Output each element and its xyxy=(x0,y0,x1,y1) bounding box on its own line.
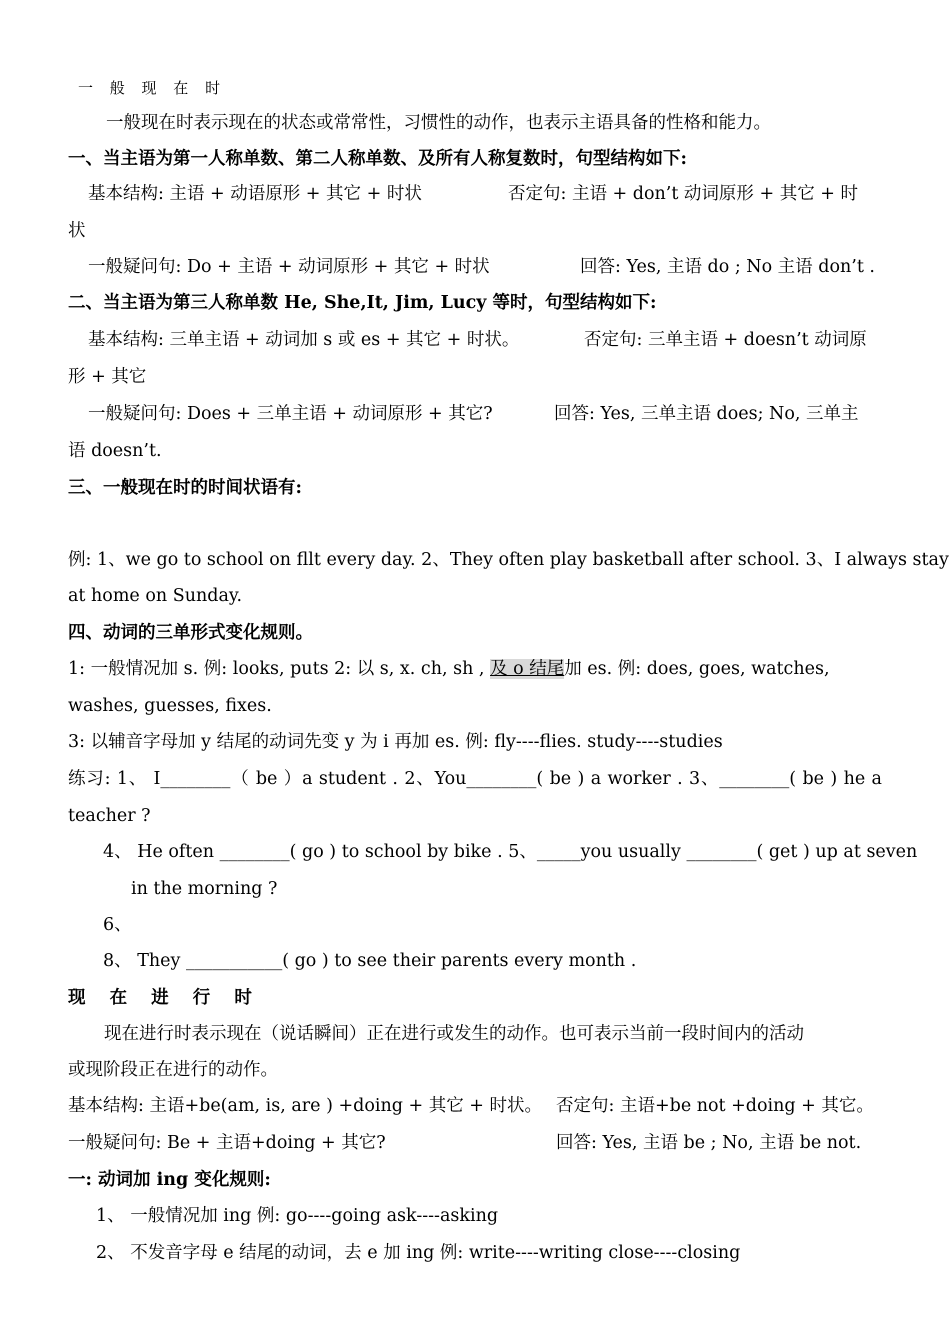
heading-4: 四、动词的三单形式变化规则。 xyxy=(68,623,313,643)
heading-3: 三、一般现在时的时间状语有: xyxy=(68,478,302,498)
section-title-simple-present: 一 般 现 在 时 xyxy=(78,79,227,97)
negative-continuous: 否定句: 主语+be not +doing + 其它。 xyxy=(556,1096,874,1116)
ing-rule-2: 2、 不发音字母 e 结尾的动词，去 e 加 ing 例: write----writing close----closing xyxy=(96,1243,741,1263)
practice-line-4: 4、 He often ________( go ) to school by bike . 5、_____you usually ________( get ) up at seven xyxy=(103,842,918,862)
question-2: 一般疑问句: Does + 三单主语 + 动词原形 + 其它? xyxy=(88,404,493,424)
intro-present-continuous-cont: 或现阶段正在进行的动作。 xyxy=(68,1060,278,1080)
practice-line-6: 6、 xyxy=(103,915,132,935)
answer-2-cont: 语 doesn’t. xyxy=(68,441,162,461)
intro-simple-present: 一般现在时表示现在的状态或常常性，习惯性的动作，也表示主语具备的性格和能力。 xyxy=(106,113,771,133)
question-continuous: 一般疑问句: Be + 主语+doing + 其它? xyxy=(68,1133,386,1153)
ing-rule-1: 1、 一般情况加 ing 例: go----going ask----asking xyxy=(96,1206,499,1226)
negative-1: 否定句: 主语 + don’t 动词原形 + 其它 + 时 xyxy=(508,184,858,204)
practice-line-1: 练习: 1、 I________（ be ）a student . 2、You________( be ) a worker . 3、________( be ) he a xyxy=(68,769,882,789)
practice-line-1-cont: teacher ? xyxy=(68,806,151,826)
rule-2-examples: washes, guesses, fixes. xyxy=(68,696,272,716)
basic-structure-continuous: 基本结构: 主语+be(am, is, are ) +doing + 其它 + 时状。 xyxy=(68,1096,543,1116)
highlighted-text: 及 o 结尾 xyxy=(490,659,565,679)
heading-1: 一、当主语为第一人称单数、第二人称单数、及所有人称复数时，句型结构如下: xyxy=(68,149,687,169)
practice-line-4-cont: in the morning ? xyxy=(131,879,278,899)
negative-2-cont: 形 + 其它 xyxy=(68,367,147,387)
answer-1: 回答: Yes, 主语 do ; No 主语 don’t . xyxy=(580,257,875,277)
basic-structure-2: 基本结构: 三单主语 + 动词加 s 或 es + 其它 + 时状。 xyxy=(88,330,520,350)
basic-structure-1: 基本结构: 主语 + 动语原形 + 其它 + 时状 xyxy=(88,184,422,204)
rule-1-2-tail: 加 es. 例: does, goes, watches, xyxy=(564,659,830,679)
intro-present-continuous: 现在进行时表示现在（说话瞬间）正在进行或发生的动作。也可表示当前一段时间内的活动 xyxy=(104,1024,804,1044)
heading-ing-rules: 一: 动词加 ing 变化规则: xyxy=(68,1170,271,1190)
section-title-present-continuous: 现 在 进 行 时 xyxy=(68,988,261,1008)
negative-1-cont: 状 xyxy=(68,221,86,241)
rule-1-2-text: 1: 一般情况加 s. 例: looks, puts 2: 以 s, x. ch, sh , xyxy=(68,659,491,679)
practice-line-8: 8、 They ___________( go ) to see their parents every month . xyxy=(103,951,637,971)
example-line-2: at home on Sunday. xyxy=(68,586,243,606)
example-line-1: 例: 1、we go to school on fllt every day. 2、They often play basketball after school. 3、I always stay xyxy=(68,550,949,570)
rule-1-2 xyxy=(68,657,882,681)
negative-2: 否定句: 三单主语 + doesn’t 动词原 xyxy=(584,330,867,350)
rule-3: 3: 以辅音字母加 y 结尾的动词先变 y 为 i 再加 es. 例: fly----flies. study----studies xyxy=(68,732,723,752)
heading-2: 二、当主语为第三人称单数 He, She,It, Jim, Lucy 等时，句型结构如下: xyxy=(68,293,657,313)
question-1: 一般疑问句: Do + 主语 + 动词原形 + 其它 + 时状 xyxy=(88,257,490,277)
answer-continuous: 回答: Yes, 主语 be ; No, 主语 be not. xyxy=(556,1133,862,1153)
answer-2: 回答: Yes, 三单主语 does; No, 三单主 xyxy=(554,404,859,424)
